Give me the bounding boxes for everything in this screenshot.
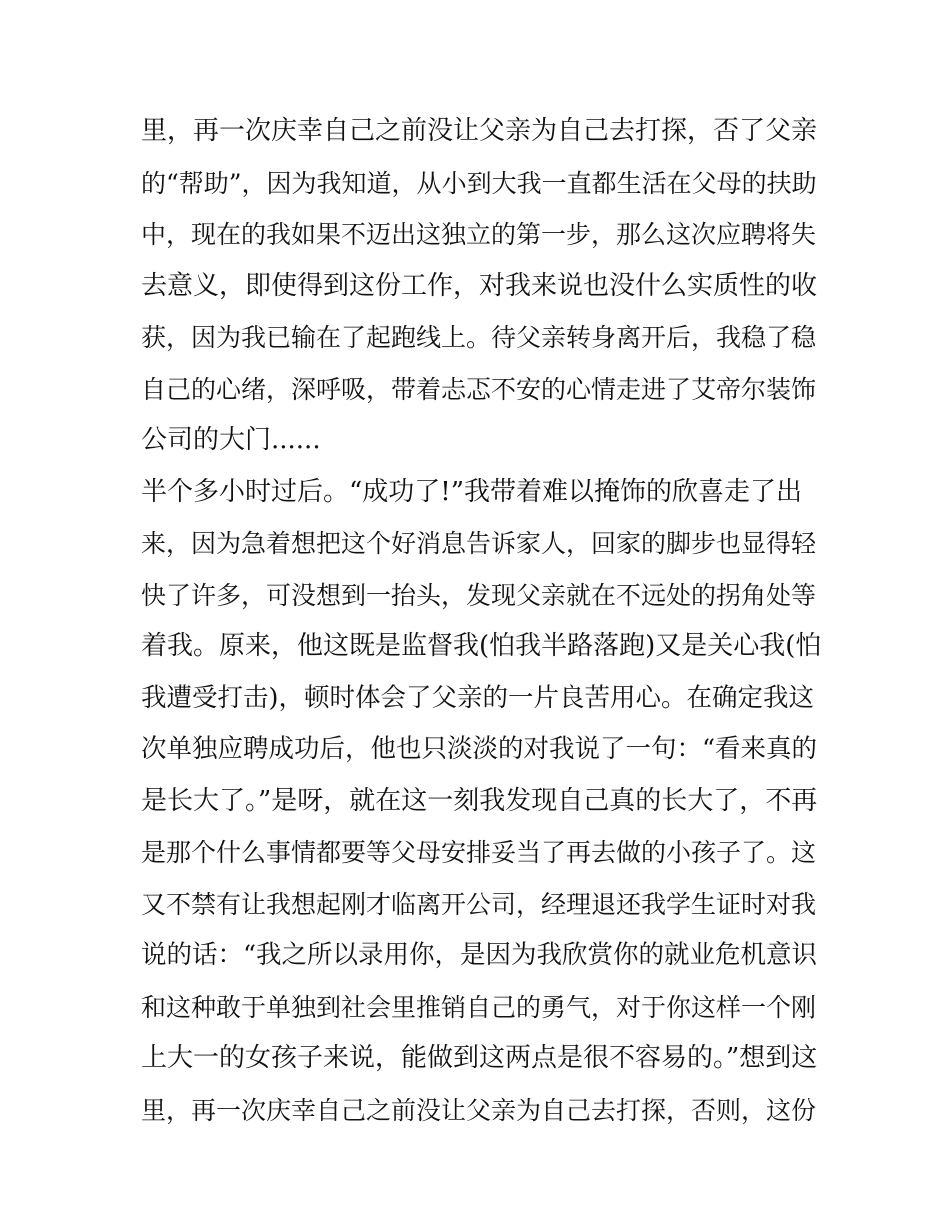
text-line: 自己的心绪，深呼吸，带着忐忑不安的心情走进了艾帝尔装饰 <box>141 374 817 404</box>
text-line: 和这种敢于单独到社会里推销自己的勇气，对于你这样一个刚 <box>141 992 817 1022</box>
text-line: 是那个什么事情都要等父母安排妥当了再去做的小孩子了。这 <box>141 838 817 867</box>
text-line: 来，因为急着想把这个好消息告诉家人，回家的脚步也显得轻 <box>141 529 817 558</box>
text-line: 上大一的女孩子来说，能做到这两点是很不容易的。”想到这 <box>141 1043 818 1073</box>
text-line: 说的话：“我之所以录用你，是因为我欣赏你的就业危机意识 <box>141 940 818 970</box>
text-line: 获，因为我已输在了起跑线上。待父亲转身离开后，我稳了稳 <box>141 323 817 352</box>
text-line: 是长大了。”是呀，就在这一刻我发现自己真的长大了，不再 <box>141 785 818 816</box>
text-line: 快了许多，可没想到一抬头，发现父亲就在不远处的拐角处等 <box>141 580 817 610</box>
text-line: 我遭受打击)，顿时体会了父亲的一片良苦用心。在确定我这 <box>141 682 814 713</box>
text-line: 着我。原来，他这既是监督我(怕我半路落跑)又是关心我(怕 <box>141 631 822 661</box>
text-line: 次单独应聘成功后，他也只淡淡的对我说了一句：“看来真的 <box>141 734 818 764</box>
text-line: 公司的大门...... <box>141 425 321 455</box>
text-line: 里，再一次庆幸自己之前没让父亲为自己去打探，否则，这份 <box>141 1095 817 1125</box>
text-line: 里，再一次庆幸自己之前没让父亲为自己去打探，否了父亲 <box>141 116 818 146</box>
text-line: 中，现在的我如果不迈出这独立的第一步，那么这次应聘将失 <box>141 220 817 249</box>
text-line: 的“帮助”，因为我知道，从小到大我一直都生活在父母的扶助 <box>141 168 817 198</box>
text-line: 去意义，即使得到这份工作，对我来说也没什么实质性的收 <box>141 270 818 301</box>
text-line: 半个多小时过后。“成功了!”我带着难以掩饰的欣喜走了出 <box>141 476 803 507</box>
body-text <box>141 106 821 1136</box>
text-line: 又不禁有让我想起刚才临离开公司，经理退还我学生证时对我 <box>141 889 817 919</box>
